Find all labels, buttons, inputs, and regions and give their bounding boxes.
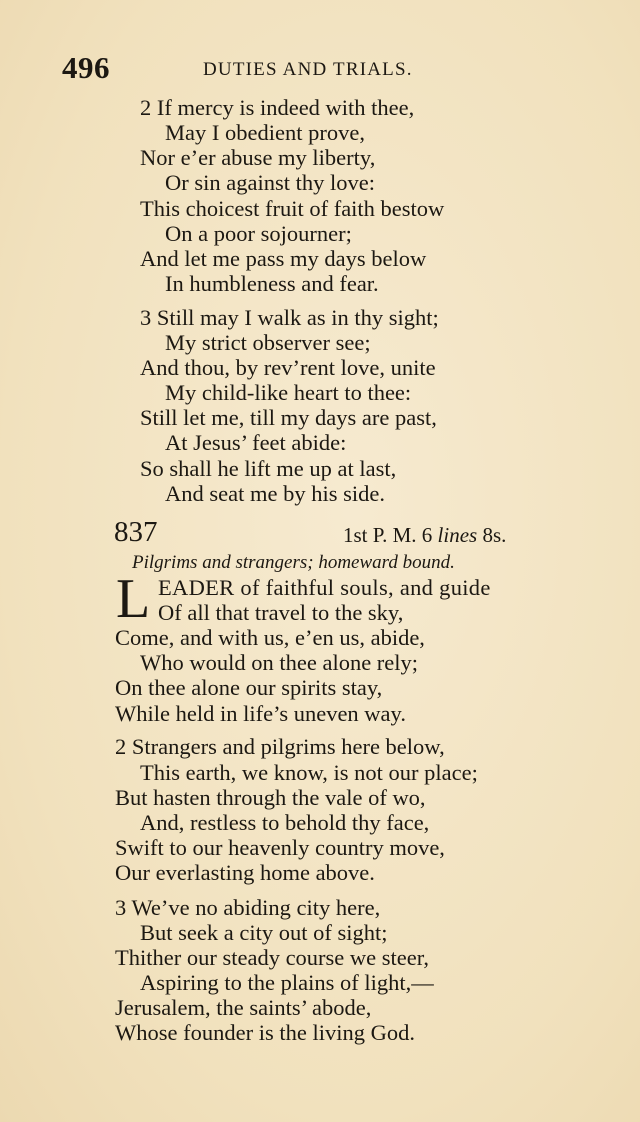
verse-line: Aspiring to the plains of light,— [140,970,434,995]
verse-line: 2 If mercy is indeed with thee, [140,95,415,120]
verse-line: Still let me, till my days are past, [140,405,437,430]
verse-line: Or sin against thy love: [165,170,375,195]
verse-line: Come, and with us, e’en us, abide, [115,625,425,650]
verse-line: Swift to our heavenly country move, [115,835,445,860]
verse-line: And thou, by rev’rent love, unite [140,355,436,380]
meter-suffix: 8s. [482,523,507,547]
verse-line: 3 Still may I walk as in thy sight; [140,305,439,330]
verse-line: This earth, we know, is not our place; [140,760,478,785]
page-number: 496 [62,50,110,85]
verse-line: So shall he lift me up at last, [140,456,397,481]
verse-line: But hasten through the vale of wo, [115,785,426,810]
verse-line: My strict observer see; [165,330,371,355]
meter-prefix: 1st P. M. 6 [343,523,433,547]
verse-line: But seek a city out of sight; [140,920,388,945]
verse-line: Our everlasting home above. [115,860,375,885]
verse-line: And let me pass my days below [140,246,427,271]
verse-line: Who would on thee alone rely; [140,650,419,675]
verse-line: At Jesus’ feet abide: [165,430,347,455]
verse-line: This choicest fruit of faith bestow [140,196,445,221]
hymn-meter [343,522,506,548]
running-header: DUTIES AND TRIALS. [203,59,413,80]
verse-line: Jerusalem, the saints’ abode, [115,995,372,1020]
verse-line: On thee alone our spirits stay, [115,675,383,700]
meter-italic: lines [437,523,478,547]
drop-cap: L [116,568,151,630]
hymn-number: 837 [114,516,158,548]
verse-line-first: EADER of faithful souls, and guide [158,575,491,600]
verse-line: My child-like heart to thee: [165,380,412,405]
verse-line: 3 We’ve no abiding city here, [115,895,381,920]
verse-line: Thither our steady course we steer, [115,945,429,970]
verse-line: In humbleness and fear. [165,271,379,296]
verse-line: Of all that travel to the sky, [158,600,404,625]
verse-line: 2 Strangers and pilgrims here below, [115,734,445,759]
verse-line: May I obedient prove, [165,120,365,145]
verse-line: And, restless to behold thy face, [140,810,430,835]
verse-line: Nor e’er abuse my liberty, [140,145,376,170]
verse-line: And seat me by his side. [165,481,385,506]
verse-line: On a poor sojourner; [165,221,352,246]
verse-line: While held in life’s uneven way. [115,701,406,726]
hymn-subtitle: Pilgrims and strangers; homeward bound. [132,552,455,573]
verse-line: Whose founder is the living God. [115,1020,415,1045]
